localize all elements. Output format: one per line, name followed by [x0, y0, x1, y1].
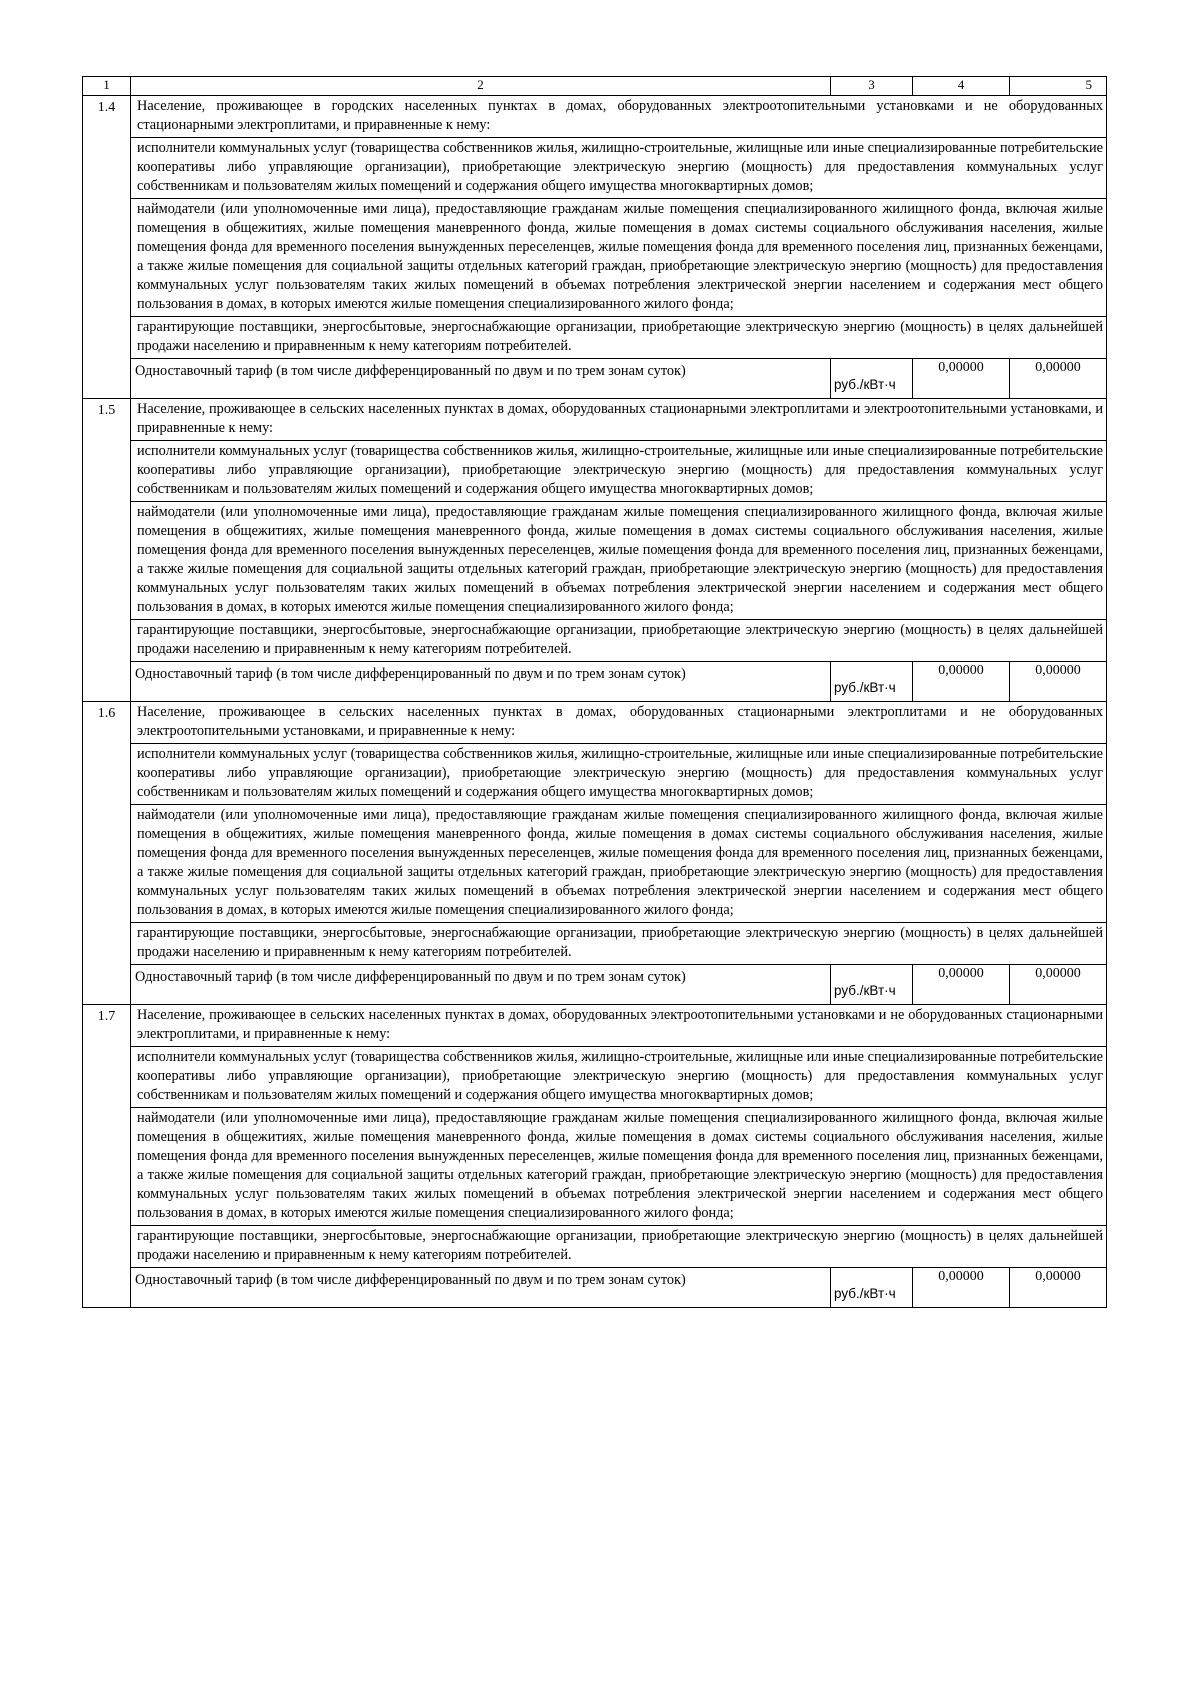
consumer-subcategory: исполнители коммунальных услуг (товарищества собственников жилья, жилищно-строительные, жилищные или иные специализированные потребительские кооперативы либо управляющие организации), приобретающие электрическую энергию (мощность) для предоставления коммунальных услуг собственникам и пользователям жилых помещений и содержания общего имущества многоквартирных домов;: [131, 441, 1106, 502]
section-number: 1.7: [83, 1005, 131, 1308]
column-header-5: 5: [1010, 77, 1107, 96]
consumer-subcategory: наймодатели (или уполномоченные ими лица), предоставляющие гражданам жилые помещения специализированного жилищного фонда, включая жилые помещения в общежитиях, жилые помещения маневренного фонда, жилые помещения в домах системы социального обслуживания населения, жилые помещения фонда для временного поселения вынужденных переселенцев, жилые помещения фонда для временного поселения лиц, признанных беженцами, а также жилые помещения для социальной защиты отдельных категорий граждан, приобретающие электрическую энергию (мощность) для предоставления коммунальных услуг пользователям таких жилых помещений в объемах потребления электрической энергии населением и содержания мест общего пользования в домах, в которых имеются жилые помещения специализированного жилого фонда;: [131, 199, 1106, 317]
tariff-value-col4: 0,00000: [913, 662, 1010, 702]
section-row: [83, 96, 1107, 359]
consumer-subcategory: наймодатели (или уполномоченные ими лица), предоставляющие гражданам жилые помещения специализированного жилищного фонда, включая жилые помещения в общежитиях, жилые помещения маневренного фонда, жилые помещения в домах системы социального обслуживания населения, жилые помещения фонда для временного поселения вынужденных переселенцев, жилые помещения фонда для временного поселения лиц, признанных беженцами, а также жилые помещения для социальной защиты отдельных категорий граждан, приобретающие электрическую энергию (мощность) для предоставления коммунальных услуг пользователям таких жилых помещений в объемах потребления электрической энергии населением и содержания мест общего пользования в домах, в которых имеются жилые помещения специализированного жилого фонда;: [131, 502, 1106, 620]
tariff-value-col5: 0,00000: [1010, 359, 1107, 399]
consumer-subcategory: гарантирующие поставщики, энергосбытовые, энергоснабжающие организации, приобретающие электрическую энергию (мощность) в целях дальнейшей продажи населению и приравненным к нему категориям потребителей.: [137, 622, 1103, 657]
consumer-category-title: Население, проживающее в сельских населенных пунктах в домах, оборудованных стационарными электроплитами и не оборудованных электроотопительными установками, и приравненные к нему:: [131, 702, 1106, 744]
tariff-value-col4: 0,00000: [913, 359, 1010, 399]
tariff-row: [83, 662, 1107, 702]
tariff-value-col4: 0,00000: [913, 1268, 1010, 1308]
consumer-category-title: Население, проживающее в сельских населенных пунктах в домах, оборудованных электроотопительными установками и не оборудованных стационарными электроплитами, и приравненные к нему:: [131, 1005, 1106, 1047]
consumer-subcategory: гарантирующие поставщики, энергосбытовые, энергоснабжающие организации, приобретающие электрическую энергию (мощность) в целях дальнейшей продажи населению и приравненным к нему категориям потребителей.: [137, 925, 1103, 960]
tariff-value-col5: 0,00000: [1010, 965, 1107, 1005]
consumer-subcategory: наймодатели (или уполномоченные ими лица), предоставляющие гражданам жилые помещения специализированного жилищного фонда, включая жилые помещения в общежитиях, жилые помещения маневренного фонда, жилые помещения в домах системы социального обслуживания населения, жилые помещения фонда для временного поселения вынужденных переселенцев, жилые помещения фонда для временного поселения лиц, признанных беженцами, а также жилые помещения для социальной защиты отдельных категорий граждан, приобретающие электрическую энергию (мощность) для предоставления коммунальных услуг пользователям таких жилых помещений в объемах потребления электрической энергии населением и содержания мест общего пользования в домах, в которых имеются жилые помещения специализированного жилого фонда;: [131, 805, 1106, 923]
consumer-subcategory: гарантирующие поставщики, энергосбытовые, энергоснабжающие организации, приобретающие электрическую энергию (мощность) в целях дальнейшей продажи населению и приравненным к нему категориям потребителей.: [137, 319, 1103, 354]
consumer-subcategory: исполнители коммунальных услуг (товарищества собственников жилья, жилищно-строительные, жилищные или иные специализированные потребительские кооперативы либо управляющие организации), приобретающие электрическую энергию (мощность) для предоставления коммунальных услуг собственникам и пользователям жилых помещений и содержания общего имущества многоквартирных домов;: [131, 744, 1106, 805]
tariff-row: [83, 965, 1107, 1005]
tariff-unit: руб./кВт·ч: [831, 359, 913, 399]
column-header-1: 1: [83, 77, 131, 96]
section-row: [83, 399, 1107, 662]
section-text: [131, 1005, 1107, 1268]
consumer-subcategory: гарантирующие поставщики, энергосбытовые, энергоснабжающие организации, приобретающие электрическую энергию (мощность) в целях дальнейшей продажи населению и приравненным к нему категориям потребителей.: [137, 1228, 1103, 1263]
tariff-value-col4: 0,00000: [913, 965, 1010, 1005]
section-number: 1.4: [83, 96, 131, 399]
tariff-label: Одноставочный тариф (в том числе дифференцированный по двум и по трем зонам суток): [131, 965, 831, 1005]
tariff-label: Одноставочный тариф (в том числе дифференцированный по двум и по трем зонам суток): [131, 662, 831, 702]
column-header-3: 3: [831, 77, 913, 96]
consumer-subcategory: исполнители коммунальных услуг (товарищества собственников жилья, жилищно-строительные, жилищные или иные специализированные потребительские кооперативы либо управляющие организации), приобретающие электрическую энергию (мощность) для предоставления коммунальных услуг собственникам и пользователям жилых помещений и содержания общего имущества многоквартирных домов;: [131, 138, 1106, 199]
tariff-unit: руб./кВт·ч: [831, 662, 913, 702]
tariff-value-col5: 0,00000: [1010, 662, 1107, 702]
tariff-label: Одноставочный тариф (в том числе дифференцированный по двум и по трем зонам суток): [131, 1268, 831, 1308]
section-row: [83, 1005, 1107, 1268]
consumer-subcategory: исполнители коммунальных услуг (товарищества собственников жилья, жилищно-строительные, жилищные или иные специализированные потребительские кооперативы либо управляющие организации), приобретающие электрическую энергию (мощность) для предоставления коммунальных услуг собственникам и пользователям жилых помещений и содержания общего имущества многоквартирных домов;: [131, 1047, 1106, 1108]
section-row: [83, 702, 1107, 965]
consumer-category-title: Население, проживающее в сельских населенных пунктах в домах, оборудованных стационарными электроплитами и электроотопительными установками, и приравненные к нему:: [131, 399, 1106, 441]
column-header-4: 4: [913, 77, 1010, 96]
section-text: [131, 702, 1107, 965]
tariff-unit: руб./кВт·ч: [831, 1268, 913, 1308]
document-page: [82, 76, 1106, 1308]
consumer-subcategory: наймодатели (или уполномоченные ими лица), предоставляющие гражданам жилые помещения специализированного жилищного фонда, включая жилые помещения в общежитиях, жилые помещения маневренного фонда, жилые помещения в домах системы социального обслуживания населения, жилые помещения фонда для временного поселения вынужденных переселенцев, жилые помещения фонда для временного поселения лиц, признанных беженцами, а также жилые помещения для социальной защиты отдельных категорий граждан, приобретающие электрическую энергию (мощность) для предоставления коммунальных услуг пользователям таких жилых помещений в объемах потребления электрической энергии населением и содержания мест общего пользования в домах, в которых имеются жилые помещения специализированного жилого фонда;: [131, 1108, 1106, 1226]
tariff-table: [82, 76, 1107, 1308]
section-text: [131, 399, 1107, 662]
tariff-label: Одноставочный тариф (в том числе дифференцированный по двум и по трем зонам суток): [131, 359, 831, 399]
section-text: [131, 96, 1107, 359]
tariff-unit: руб./кВт·ч: [831, 965, 913, 1005]
column-header-2: 2: [131, 77, 831, 96]
tariff-row: [83, 1268, 1107, 1308]
section-number: 1.6: [83, 702, 131, 1005]
tariff-value-col5: 0,00000: [1010, 1268, 1107, 1308]
section-number: 1.5: [83, 399, 131, 702]
column-header-row: [83, 77, 1107, 96]
consumer-category-title: Население, проживающее в городских населенных пунктах в домах, оборудованных электроотопительными установками и не оборудованных стационарными электроплитами, и приравненные к нему:: [131, 96, 1106, 138]
tariff-row: [83, 359, 1107, 399]
